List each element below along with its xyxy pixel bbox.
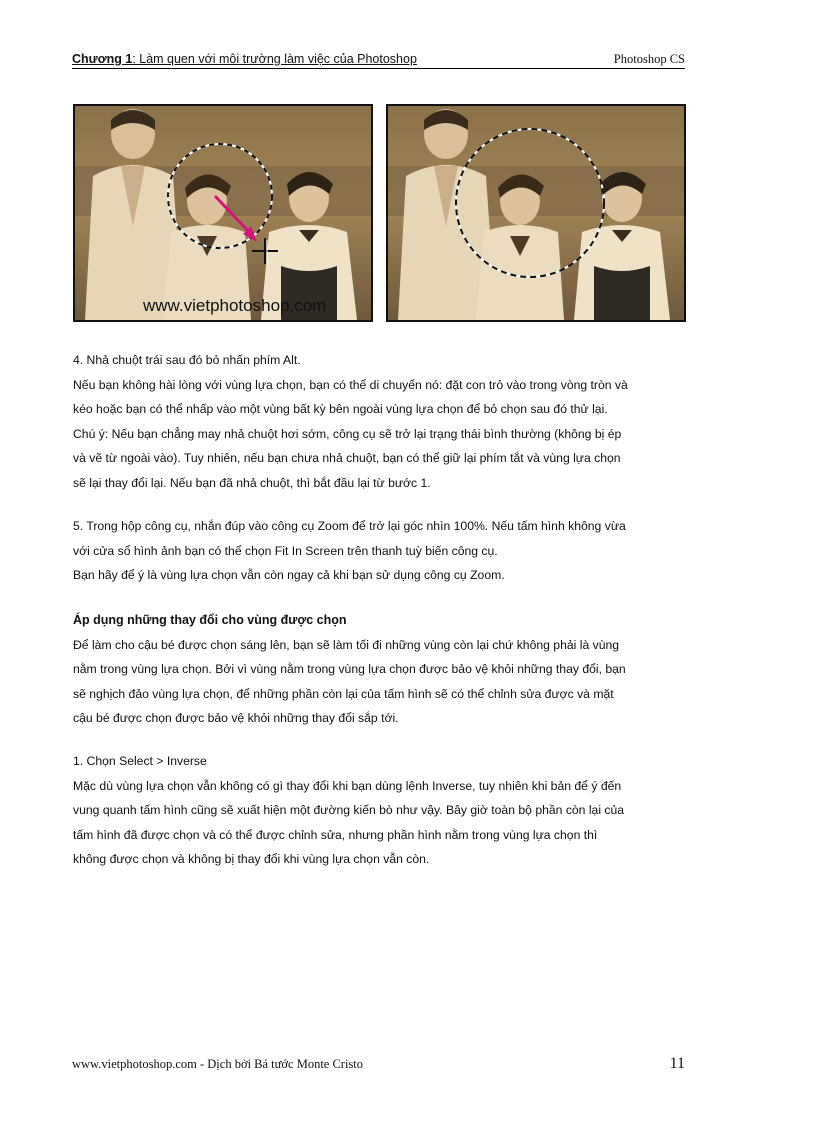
paragraph-line: 1. Chọn Select > Inverse: [73, 754, 207, 768]
page-number: 11: [669, 1055, 685, 1072]
paragraph-line: và vẽ từ ngoài vào). Tuy nhiên, nếu bạn chưa nhả chuột, bạn có thể giữ lại phím tắt và vùng lựa chọn: [73, 451, 621, 465]
paragraph-line: 5. Trong hộp công cụ, nhắn đúp vào công cụ Zoom để trở lại góc nhìn 100%. Nếu tấm hình không vừa: [73, 519, 626, 533]
apply-changes-section: [73, 608, 693, 731]
paragraph-line: nằm trong vùng lựa chọn. Bởi vì vùng nằm trong vùng lựa chọn được bảo vệ khỏi những thay đổi, bạn: [73, 662, 626, 676]
paragraph-line: Mặc dù vùng lựa chọn vẫn không có gì thay đổi khi bạn dùng lệnh Inverse, tuy nhiên khi bản để ý đến: [73, 778, 622, 793]
footer-credit: www.vietphotoshop.com - Dịch bởi Bá tước Monte Cristo: [72, 1057, 364, 1071]
select-inverse-text: [73, 749, 693, 872]
section-heading: Áp dụng những thay đổi cho vùng được chọn: [73, 613, 347, 627]
paragraph-line: sẽ lại thay đổi lại. Nếu bạn đã nhả chuột, thì bắt đầu lại từ bước 1.: [73, 475, 431, 490]
step-4-text: [73, 348, 693, 495]
paragraph-line: tấm hình đã được chọn và có thể được chỉnh sửa, nhưng phần hình nằm trong vùng lựa chọn thì: [73, 827, 598, 842]
paragraph-line: 4. Nhả chuột trái sau đó bỏ nhấn phím Alt.: [73, 353, 301, 367]
book-title: Photoshop CS: [613, 52, 685, 66]
paragraph-line: vung quanh tấm hình cũng sẽ xuất hiện một đường kiến bò như vậy. Bây giờ toàn bộ phần còn lại của: [73, 803, 625, 817]
paragraph-line: Nếu bạn không hài lòng với vùng lựa chọn, bạn có thể di chuyển nó: đặt con trỏ vào trong vòng tròn và: [73, 377, 628, 392]
paragraph-line: kéo hoặc bạn có thể nhấp vào một vùng bất kỳ bên ngoài vùng lựa chọn để bỏ chọn sau đó thử lại.: [73, 402, 608, 416]
paragraph-line: sẽ nghịch đảo vùng lựa chọn, để những phần còn lại của tấm hình sẽ có thể chỉnh sửa được và mặt: [73, 686, 614, 701]
paragraph-line: Chú ý: Nếu bạn chẳng may nhả chuột hơi sớm, công cụ sẽ trở lại trạng thái bình thường (không bị ép: [73, 426, 622, 441]
page-footer: [72, 1057, 685, 1077]
step-5-text: [73, 514, 693, 588]
page-header: [72, 52, 685, 69]
paragraph-line: cậu bé được chọn được bảo vệ khỏi những thay đổi sắp tới.: [73, 711, 399, 725]
photo-watermark: www.vietphotoshop.com: [143, 296, 327, 315]
photo-selection-dragging: [73, 104, 373, 322]
paragraph-line: không được chọn và không bị thay đổi khi vùng lựa chọn vẫn còn.: [73, 852, 430, 866]
photo-selection-result: [386, 104, 686, 322]
paragraph-line: Để làm cho cậu bé được chọn sáng lên, bạn sẽ làm tối đi những vùng còn lại chứ không phải là vùng: [73, 637, 620, 652]
chapter-title: Chương 1: Làm quen với môi trường làm việc của Photoshop: [72, 52, 417, 66]
paragraph-line: với cửa sổ hình ảnh bạn có thể chọn Fit In Screen trên thanh tuỳ biến công cụ.: [73, 543, 498, 558]
paragraph-line: Bạn hãy để ý là vùng lựa chọn vẫn còn ngay cả khi bạn sử dụng công cụ Zoom.: [73, 568, 505, 582]
